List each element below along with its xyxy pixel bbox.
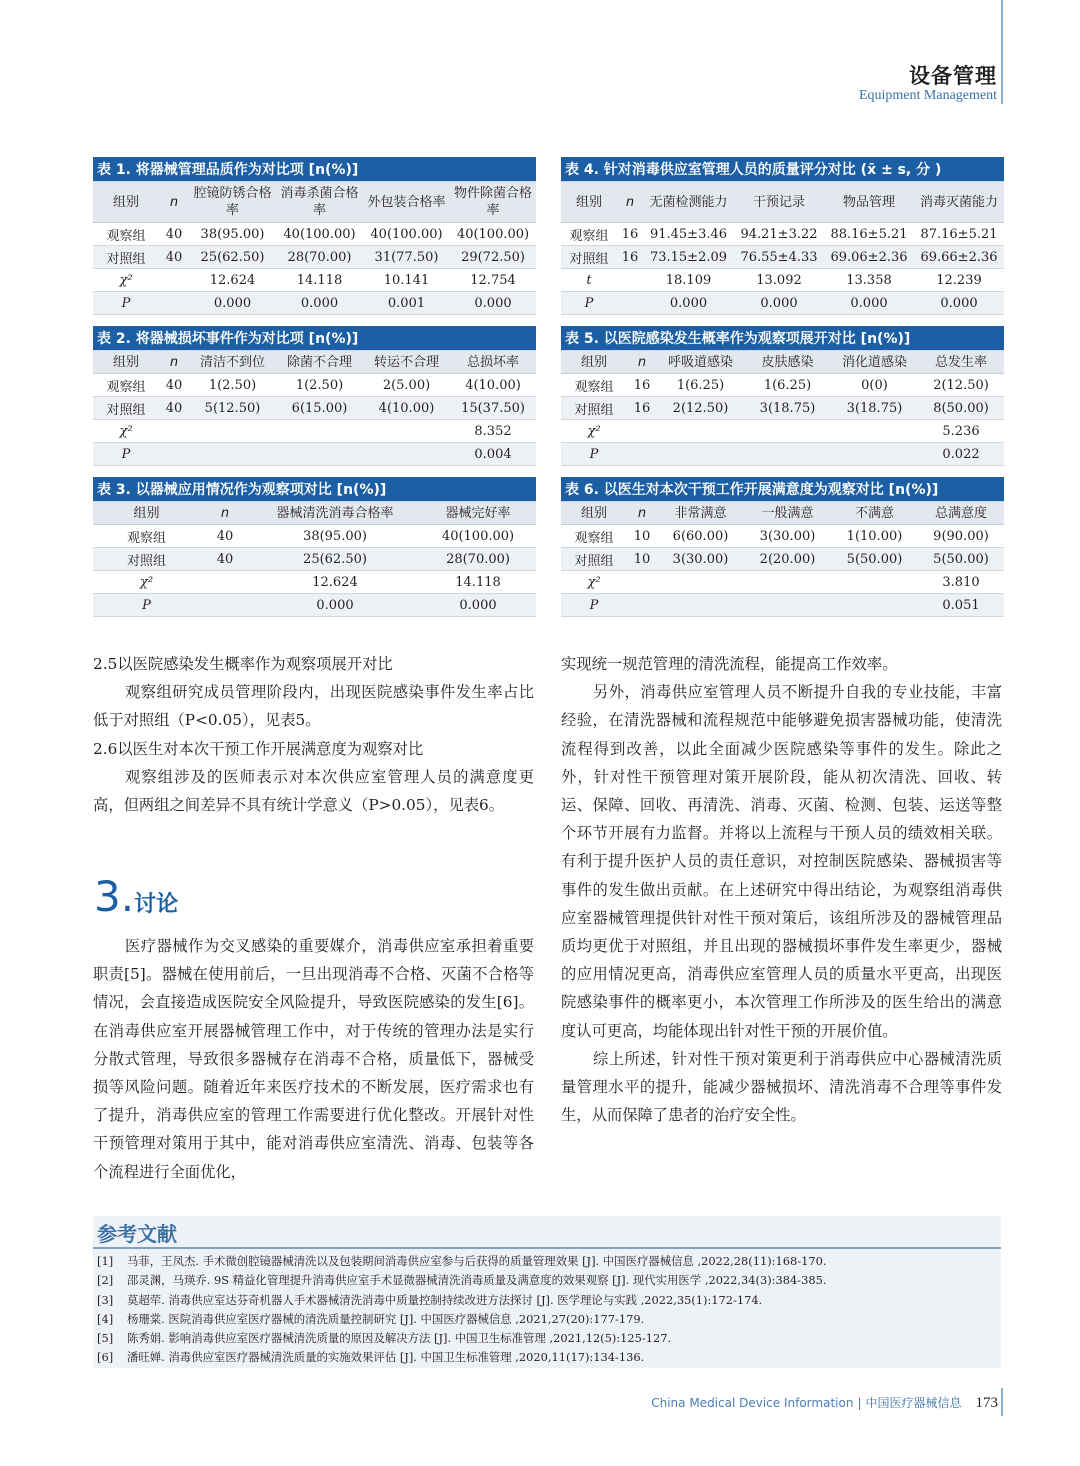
table-cell: 40(100.00) (363, 223, 450, 246)
page-number: 173 (975, 1395, 998, 1411)
table-cell (831, 443, 918, 466)
table-cell: P (93, 594, 200, 617)
table-cell: 5(50.00) (918, 548, 1004, 571)
table-cell (189, 420, 276, 443)
table-cell: 0.000 (276, 292, 363, 315)
table-cell (627, 443, 657, 466)
table-caption: 表 2. 将器械损坏事件作为对比项 [n(%)] (93, 326, 536, 351)
table-header-cell: n (200, 502, 250, 525)
table-cell: 16 (627, 374, 657, 397)
table-cell: 40(100.00) (276, 223, 363, 246)
section-subtitle: Equipment Management (858, 88, 997, 103)
reference-text: 杨珊棠. 医院消毒供应室医疗器械的清洗质量控制研究 [J]. 中国医疗器械信息 ,2021,27(20):177-179. (127, 1311, 645, 1326)
table-cell: t (561, 269, 617, 292)
reference-number: [6] (97, 1350, 114, 1365)
reference-text: 马菲，王凤杰. 手术微创腔镜器械清洗以及包装期间消毒供应室参与后获得的质量管理效果 [J]. 中国医疗器械信息 ,2022,28(11):168-170. (127, 1254, 827, 1268)
table-row (561, 292, 1004, 315)
table-cell: 0.004 (450, 443, 536, 466)
reference-item (97, 1329, 997, 1348)
table-row (561, 571, 1004, 594)
table-cell: 10 (627, 525, 657, 548)
table-row (561, 397, 1004, 420)
table-cell: 0.022 (918, 443, 1004, 466)
table-cell: 40 (159, 374, 189, 397)
table-row (93, 374, 536, 397)
table-header-cell: 组别 (93, 351, 159, 374)
table-cell: 对照组 (561, 548, 627, 571)
subheading-2-6: 2.6以医生对本次干预工作开展满意度为观察对比 (93, 739, 424, 758)
references-box (93, 1216, 1001, 1368)
table-cell: χ² (561, 571, 627, 594)
table-header-cell: 呼吸道感染 (657, 351, 744, 374)
table-cell (744, 594, 831, 617)
table-cell (657, 443, 744, 466)
table-cell: 3(30.00) (657, 548, 744, 571)
table-cell: 1(10.00) (831, 525, 918, 548)
table-cell: χ² (93, 420, 159, 443)
section-number: 3. (94, 872, 135, 921)
section-heading (94, 872, 178, 921)
journal-name-en: China Medical Device Information (651, 1396, 854, 1410)
table-cell: 10 (627, 548, 657, 571)
table-cell: 6(15.00) (276, 397, 363, 420)
table-cell (657, 420, 744, 443)
table-header-cell: 消化道感染 (831, 351, 918, 374)
table-cell: 18.109 (643, 269, 734, 292)
table-cell: 76.55±4.33 (734, 246, 824, 269)
table-cell (159, 420, 189, 443)
table-cell: χ² (93, 571, 200, 594)
table-cell: 1(2.50) (276, 374, 363, 397)
table-header-cell: n (627, 502, 657, 525)
table-header-cell: 不满意 (831, 502, 918, 525)
paragraph-discussion-1: 医疗器械作为交叉感染的重要媒介，消毒供应室承担着重要职责[5]。器械在使用前后，一旦出现消毒不合格、灭菌不合格等情况，会直接造成医院安全风险提升，导致医院感染的发生[6]。在消毒供应室开展器械管理工作中，对于传统的管理办法是实行分散式管理，导致很多器械存在消毒不合格，质量低下，器械受损等风险问题。随着近年来医疗技术的不断发展，医疗需求也有了提升，消毒供应室的管理工作需要进行优化整改。开展针对性干预管理对策用于其中，能对消毒供应室清洗、消毒、包装等各个流程进行全面优化， (93, 937, 534, 1181)
table-cell: 1(6.25) (744, 374, 831, 397)
table-header-cell: 总满意度 (918, 502, 1004, 525)
table-cell: 12.624 (189, 269, 276, 292)
table-cell: 2(12.50) (657, 397, 744, 420)
table-header-cell: 非常满意 (657, 502, 744, 525)
paragraph-2-5: 观察组研究成员管理阶段内，出现医院感染事件发生率占比低于对照组（P<0.05），见表5。 (93, 683, 534, 730)
table-cell: 88.16±5.21 (824, 223, 914, 246)
table-cell (831, 420, 918, 443)
reference-number: [5] (97, 1331, 114, 1346)
table-row (93, 571, 536, 594)
reference-number: [1] (97, 1254, 114, 1268)
journal-name-cn: 中国医疗器械信息 (865, 1396, 962, 1410)
reference-item (97, 1291, 997, 1310)
table-header-cell: 器械完好率 (420, 502, 536, 525)
table-cell: 0.000 (734, 292, 824, 315)
table-cell: 2(20.00) (744, 548, 831, 571)
table-cell (159, 292, 189, 315)
table-cell: 14.118 (420, 571, 536, 594)
table-header-cell: 转运不合理 (363, 351, 450, 374)
page-footer: China Medical Device Information | 中国医疗器械信息 173 (651, 1395, 998, 1411)
table-cell (189, 443, 276, 466)
table-cell: 40 (159, 246, 189, 269)
table-cell: 69.06±2.36 (824, 246, 914, 269)
table-header-cell: 消毒杀菌合格率 (276, 182, 363, 223)
table-cell: 3(18.75) (744, 397, 831, 420)
table-cell: 5(12.50) (189, 397, 276, 420)
table-header-cell: 无菌检测能力 (643, 182, 734, 223)
table-cell (831, 571, 918, 594)
table-cell: 40 (200, 525, 250, 548)
table-cell (831, 594, 918, 617)
table-row (93, 525, 536, 548)
reference-item (97, 1348, 997, 1367)
table-cell: 4(10.00) (363, 397, 450, 420)
paragraph-right-2: 另外，消毒供应室管理人员不断提升自我的专业技能，丰富经验，在清洗器械和流程规范中能够避免损害器械功能，使清洗流程得到改善，以此全面减少医院感染等事件的发生。除此之外，针对性干预管理对策开展阶段，能从初次清洗、回收、转运、保障、回收、再清洗、消毒、灭菌、检测、包装、运送等整个环节开展有力监督。并将以上流程与干预人员的绩效相关联。有利于提升医护人员的责任意识，对控制医院感染、器械损害等事件的发生做出贡献。在上述研究中得出结论，为观察组消毒供应室器械管理提供针对性干预对策后，该组所涉及的器械管理品质均更优于对照组，并且出现的器械损坏事件发生率更少，器械的应用情况更高，消毒供应室管理人员的质量水平更高，出现医院感染事件的概率更小，本次管理工作所涉及的医生给出的满意度认可更高，均能体现出针对性干预的开展价值。 (561, 683, 1002, 1040)
table-cell: χ² (93, 269, 159, 292)
table-cell (617, 292, 643, 315)
references-title: 参考文献 (97, 1222, 177, 1246)
table-cell: 16 (627, 397, 657, 420)
table-cell: 4(10.00) (450, 374, 536, 397)
table-cell (657, 571, 744, 594)
table-cell: χ² (561, 420, 627, 443)
table-cell: P (93, 292, 159, 315)
table-row (93, 269, 536, 292)
table-cell: 观察组 (93, 374, 159, 397)
reference-text: 潘旺婵. 消毒供应室医疗器械清洗质量的实施效果评估 [J]. 中国卫生标准管理 ,2020,11(17):134-136. (127, 1350, 645, 1365)
section-heading-title: 讨论 (134, 892, 179, 917)
table-header-cell: 总损坏率 (450, 351, 536, 374)
table-cell (363, 420, 450, 443)
table-cell: 0.000 (189, 292, 276, 315)
table-cell: 14.118 (276, 269, 363, 292)
table-6 (561, 477, 1004, 617)
table-row (93, 420, 536, 443)
table-cell (617, 269, 643, 292)
table-cell: 15(37.50) (450, 397, 536, 420)
reference-item (97, 1271, 997, 1290)
table-cell: 38(95.00) (250, 525, 420, 548)
table-header-cell: 干预记录 (734, 182, 824, 223)
table-cell: 0.000 (914, 292, 1004, 315)
table-cell: P (561, 594, 627, 617)
reference-number: [3] (97, 1292, 114, 1307)
table-header-cell: 组别 (93, 182, 159, 223)
table-cell: 0.051 (918, 594, 1004, 617)
table-cell (744, 443, 831, 466)
table-cell: 40 (200, 548, 250, 571)
table-cell: 0.001 (363, 292, 450, 315)
table-header-cell: 总发生率 (918, 351, 1004, 374)
table-cell: 观察组 (93, 525, 200, 548)
table-cell: 8.352 (450, 420, 536, 443)
table-cell (627, 420, 657, 443)
reference-number: [4] (97, 1311, 114, 1326)
table-cell: 29(72.50) (450, 246, 536, 269)
table-cell: 对照组 (93, 548, 200, 571)
table-5 (561, 326, 1004, 466)
table-cell: 8(50.00) (918, 397, 1004, 420)
table-cell: P (561, 443, 627, 466)
subheading-2-5: 2.5以医院感染发生概率作为观察项展开对比 (93, 655, 393, 673)
references-divider (93, 1247, 1001, 1249)
table-row (561, 246, 1004, 269)
table-cell: 69.66±2.36 (914, 246, 1004, 269)
table-row (93, 397, 536, 420)
table-4 (561, 157, 1004, 315)
table-cell: 13.358 (824, 269, 914, 292)
table-cell: 40(100.00) (450, 223, 536, 246)
table-row (93, 246, 536, 269)
left-column (93, 650, 534, 819)
table-cell (159, 443, 189, 466)
table-cell: 38(95.00) (189, 223, 276, 246)
table-row (561, 374, 1004, 397)
table-header-cell: 一般满意 (744, 502, 831, 525)
table-cell: 40 (159, 223, 189, 246)
reference-text: 邵灵渊，马瑛乔. 9S 精益化管理提升消毒供应室手术显微器械清洗消毒质量及满意度的效果观察 [J]. 现代实用医学 ,2022,34(3):384-385. (127, 1273, 827, 1288)
table-cell (200, 571, 250, 594)
table-cell: 对照组 (561, 397, 627, 420)
table-row (93, 548, 536, 571)
table-cell (657, 594, 744, 617)
table-cell: 3(30.00) (744, 525, 831, 548)
table-cell (744, 571, 831, 594)
table-caption: 表 5. 以医院感染发生概率作为观察项展开对比 [n(%)] (561, 326, 1004, 351)
table-row (561, 420, 1004, 443)
table-cell: 73.15±2.09 (643, 246, 734, 269)
table-cell: 16 (617, 246, 643, 269)
table-cell: 2(5.00) (363, 374, 450, 397)
table-caption: 表 4. 针对消毒供应室管理人员的质量评分对比 (x̄ ± s, 分 ) (561, 157, 1004, 182)
table-cell: 28(70.00) (276, 246, 363, 269)
table-cell: 12.624 (250, 571, 420, 594)
table-header-cell: 器械清洗消毒合格率 (250, 502, 420, 525)
table-row (93, 594, 536, 617)
table-header-cell: n (627, 351, 657, 374)
table-cell: 2(12.50) (918, 374, 1004, 397)
table-cell: 94.21±3.22 (734, 223, 824, 246)
table-cell: 6(60.00) (657, 525, 744, 548)
table-header-cell: 组别 (561, 351, 627, 374)
table-cell: 5(50.00) (831, 548, 918, 571)
table-row (93, 223, 536, 246)
table-cell: 对照组 (93, 397, 159, 420)
table-cell: 0.000 (824, 292, 914, 315)
table-cell: 0.000 (250, 594, 420, 617)
table-cell (744, 420, 831, 443)
table-row (561, 525, 1004, 548)
table-1 (93, 157, 536, 315)
table-cell: 28(70.00) (420, 548, 536, 571)
table-cell: 87.16±5.21 (914, 223, 1004, 246)
table-cell: 0.000 (420, 594, 536, 617)
table-cell: 对照组 (93, 246, 159, 269)
table-row (93, 443, 536, 466)
table-row (561, 548, 1004, 571)
table-cell: 0(0) (831, 374, 918, 397)
reference-text: 莫超荦. 消毒供应室达芬奇机器人手术器械清洗消毒中质量控制持续改进方法探讨 [J]. 医学理论与实践 ,2022,35(1):172-174. (127, 1292, 763, 1307)
table-cell: 13.092 (734, 269, 824, 292)
table-cell: P (93, 443, 159, 466)
reference-number: [2] (97, 1273, 114, 1288)
table-cell (276, 443, 363, 466)
table-header-cell: 组别 (561, 182, 617, 223)
table-row (93, 292, 536, 315)
paragraph-right-3: 综上所述，针对性干预对策更利于消毒供应中心器械清洗质量管理水平的提升，能减少器械损坏、清洗消毒不合理等事件发生，从而保障了患者的治疗安全性。 (561, 1049, 1002, 1125)
table-cell (627, 571, 657, 594)
table-cell: 观察组 (561, 374, 627, 397)
table-header-cell: n (159, 182, 189, 223)
table-header-cell: n (159, 351, 189, 374)
reference-item (97, 1252, 997, 1271)
table-cell: 1(2.50) (189, 374, 276, 397)
table-cell: P (561, 292, 617, 315)
table-cell: 91.45±3.46 (643, 223, 734, 246)
table-header-cell: 腔镜防锈合格率 (189, 182, 276, 223)
reference-text: 陈秀娟. 影响消毒供应室医疗器械清洗质量的原因及解决方法 [J]. 中国卫生标准管理 ,2021,12(5):125-127. (127, 1331, 672, 1346)
table-cell (363, 443, 450, 466)
section-title: 设备管理 (909, 64, 997, 88)
paragraph-right-1: 实现统一规范管理的清洗流程，能提高工作效率。 (561, 655, 898, 673)
reference-item (97, 1310, 997, 1329)
table-caption: 表 3. 以器械应用情况作为观察项对比 [n(%)] (93, 477, 536, 502)
table-cell (200, 594, 250, 617)
table-cell: 40(100.00) (420, 525, 536, 548)
table-header-cell: 组别 (93, 502, 200, 525)
table-cell: 9(90.00) (918, 525, 1004, 548)
table-cell: 25(62.50) (189, 246, 276, 269)
table-cell: 10.141 (363, 269, 450, 292)
table-cell: 0.000 (643, 292, 734, 315)
references-list (97, 1252, 997, 1368)
paragraph-2-6: 观察组涉及的医师表示对本次供应室管理人员的满意度更高，但两组之间差异不具有统计学意义（P>0.05），见表6。 (93, 767, 534, 815)
table-header-cell: n (617, 182, 643, 223)
table-cell: 5.236 (918, 420, 1004, 443)
table-cell: 1(6.25) (657, 374, 744, 397)
table-cell: 3.810 (918, 571, 1004, 594)
table-header-cell: 消毒灭菌能力 (914, 182, 1004, 223)
table-row (561, 223, 1004, 246)
table-3 (93, 477, 536, 617)
table-row (561, 443, 1004, 466)
table-row (561, 269, 1004, 292)
table-cell (276, 420, 363, 443)
table-cell (159, 269, 189, 292)
table-cell: 观察组 (93, 223, 159, 246)
table-2 (93, 326, 536, 466)
table-header-cell: 皮肤感染 (744, 351, 831, 374)
table-cell: 12.754 (450, 269, 536, 292)
header-rule (1001, 0, 1003, 104)
table-cell: 3(18.75) (831, 397, 918, 420)
table-header-cell: 除菌不合理 (276, 351, 363, 374)
table-caption: 表 1. 将器械管理品质作为对比项 [n(%)] (93, 157, 536, 182)
table-header-cell: 组别 (561, 502, 627, 525)
table-cell: 40 (159, 397, 189, 420)
table-cell: 31(77.50) (363, 246, 450, 269)
table-cell: 观察组 (561, 525, 627, 548)
table-cell (627, 594, 657, 617)
table-cell: 16 (617, 223, 643, 246)
table-cell: 25(62.50) (250, 548, 420, 571)
table-row (561, 594, 1004, 617)
table-header-cell: 物件除菌合格率 (450, 182, 536, 223)
table-caption: 表 6. 以医生对本次干预工作开展满意度为观察对比 [n(%)] (561, 477, 1004, 502)
footer-rule (1001, 1388, 1003, 1416)
table-header-cell: 清洁不到位 (189, 351, 276, 374)
right-column (561, 650, 1002, 1129)
table-cell: 观察组 (561, 223, 617, 246)
table-cell: 对照组 (561, 246, 617, 269)
table-cell: 12.239 (914, 269, 1004, 292)
table-header-cell: 物品管理 (824, 182, 914, 223)
discussion-left (93, 932, 534, 1186)
table-cell: 0.000 (450, 292, 536, 315)
table-header-cell: 外包装合格率 (363, 182, 450, 223)
